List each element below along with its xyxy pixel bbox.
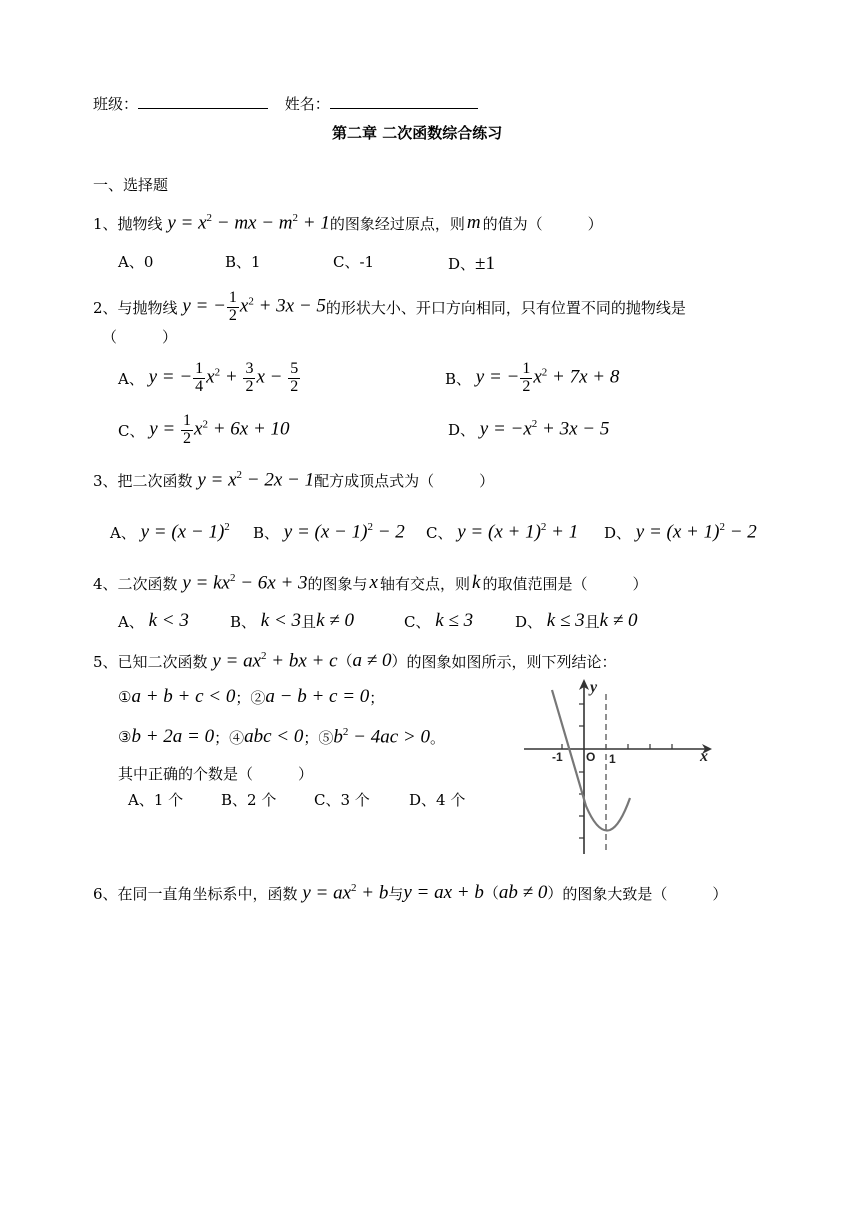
question-formula: $y = ax^2 + b$ (297, 881, 389, 904)
question-formula: y = − $\frac{1}{2}$ $x^2 + 3x - 5$ (177, 288, 326, 324)
q3-option-d[interactable]: D、 $y = (x + 1)^2 - 2$ (604, 520, 757, 543)
question-text: 的图象大致是（ ） (562, 884, 728, 903)
q5-statement-line-2: ③ b + 2a = 0 ；④ abc < 0 ；⑤ $b^2 - 4ac > 0$ 。 (118, 725, 446, 748)
origin-label: O (586, 750, 596, 764)
question-variable: x (369, 572, 378, 593)
name-label: 姓名： (284, 95, 330, 113)
question-text: 轴有交点，则 (379, 574, 470, 593)
name-blank[interactable] (330, 108, 478, 109)
question-text: 与 (388, 884, 404, 903)
q3-option-b[interactable]: B、 $y = (x - 1)^2 - 2$ (253, 520, 405, 543)
q4-option-b[interactable]: B、 k < 3 且 k ≠ 0 (230, 610, 354, 631)
q5-parabola-graph (522, 676, 718, 858)
class-field (93, 97, 478, 112)
q1-option-a[interactable]: A、0 (118, 253, 154, 271)
q3-option-a[interactable]: A、 $y = (x - 1)^2$ (110, 520, 230, 543)
q2-option-a[interactable]: A、 y = − $\frac{1}{4}$ $x^2$ + $\frac{3}{2}$ x − $\frac{5}{2}$ (118, 359, 299, 395)
question-text: 的图象与 (307, 574, 368, 593)
q2-option-b[interactable]: B、 y = − $\frac{1}{2}$ $x^2 + 7x + 8$ (445, 359, 620, 395)
question-text: 已知二次函数 (117, 652, 208, 671)
question-condition: （ab ≠ 0） (483, 882, 563, 903)
question-variable: m (466, 212, 481, 233)
question-5 (93, 648, 617, 674)
q1-option-d[interactable]: D、±1 (448, 253, 495, 274)
q1-option-b[interactable]: B、1 (225, 253, 261, 271)
q1-option-c[interactable]: C、-1 (333, 253, 375, 271)
q5-statement-line-1: ① a + b + c < 0 ；② a − b + c = 0 ； (118, 686, 385, 707)
question-formula: y = ax + b (403, 882, 484, 903)
x-axis-label: x (700, 748, 708, 765)
question-formula: $y = x^2$ − mx − $m^2 + 1$ (162, 211, 330, 234)
question-text: 把二次函数 (117, 471, 193, 490)
question-paren: （ ） (102, 328, 178, 346)
question-text: 的值为（ ） (482, 214, 603, 233)
question-number: 1、 (93, 214, 118, 233)
section-heading: 一、选择题 (93, 176, 169, 194)
question-text: 的图象如图所示，则下列结论： (406, 652, 617, 671)
q3-option-c[interactable]: C、 $y = (x + 1)^2 + 1$ (426, 520, 579, 543)
question-formula: $y = ax^2$ + bx + c (207, 649, 338, 672)
page-title: 第二章 二次函数综合练习 (332, 124, 503, 142)
question-text: 抛物线 (117, 214, 163, 233)
question-6 (93, 880, 727, 906)
question-text: 在同一直角坐标系中，函数 (117, 884, 298, 903)
question-text: 与抛物线 (117, 298, 178, 317)
question-text: 的图象经过原点，则 (329, 214, 465, 233)
question-number: 2、 (93, 298, 118, 317)
question-4 (93, 570, 647, 596)
question-text: 配方成顶点式为（ ） (314, 471, 495, 490)
question-formula: $y = x^2 - 2x - 1$ (192, 468, 315, 491)
question-number: 4、 (93, 574, 118, 593)
question-number: 6、 (93, 884, 118, 903)
question-condition: （a ≠ 0） (337, 650, 407, 671)
q5-option-d[interactable]: D、4 个 (409, 791, 466, 809)
question-1 (93, 210, 603, 236)
tick-label-neg-1: -1 (552, 750, 563, 764)
q5-option-a[interactable]: A、1 个 (128, 791, 184, 809)
q4-option-d[interactable]: D、 k ≤ 3 且 k ≠ 0 (515, 610, 638, 631)
q4-option-c[interactable]: C、 k ≤ 3 (404, 610, 474, 631)
q2-option-c[interactable]: C、 y = $\frac{1}{2}$ $x^2 + 6x + 10$ (118, 411, 290, 447)
q5-ask: 其中正确的个数是（ ） (118, 765, 314, 783)
question-text: 的形状大小、开口方向相同，只有位置不同的抛物线是 (325, 298, 686, 317)
question-3 (93, 467, 494, 493)
q2-option-d[interactable]: D、 $y = -x^2 + 3x - 5$ (448, 417, 610, 440)
question-formula: $y = kx^2 - 6x + 3$ (177, 571, 308, 594)
question-text: 二次函数 (117, 574, 178, 593)
question-variable: k (472, 572, 481, 593)
q5-option-b[interactable]: B、2 个 (221, 791, 277, 809)
y-axis-label: y (590, 679, 598, 696)
question-text: 的取值范围是（ ） (482, 574, 648, 593)
class-label: 班级： (93, 95, 139, 113)
class-blank[interactable] (138, 108, 268, 109)
q5-option-c[interactable]: C、3 个 (314, 791, 370, 809)
question-number: 5、 (93, 652, 118, 671)
question-number: 3、 (93, 471, 118, 490)
tick-label-1: 1 (609, 752, 616, 766)
q4-option-a[interactable]: A、 k < 3 (118, 610, 189, 631)
question-2 (93, 287, 686, 327)
